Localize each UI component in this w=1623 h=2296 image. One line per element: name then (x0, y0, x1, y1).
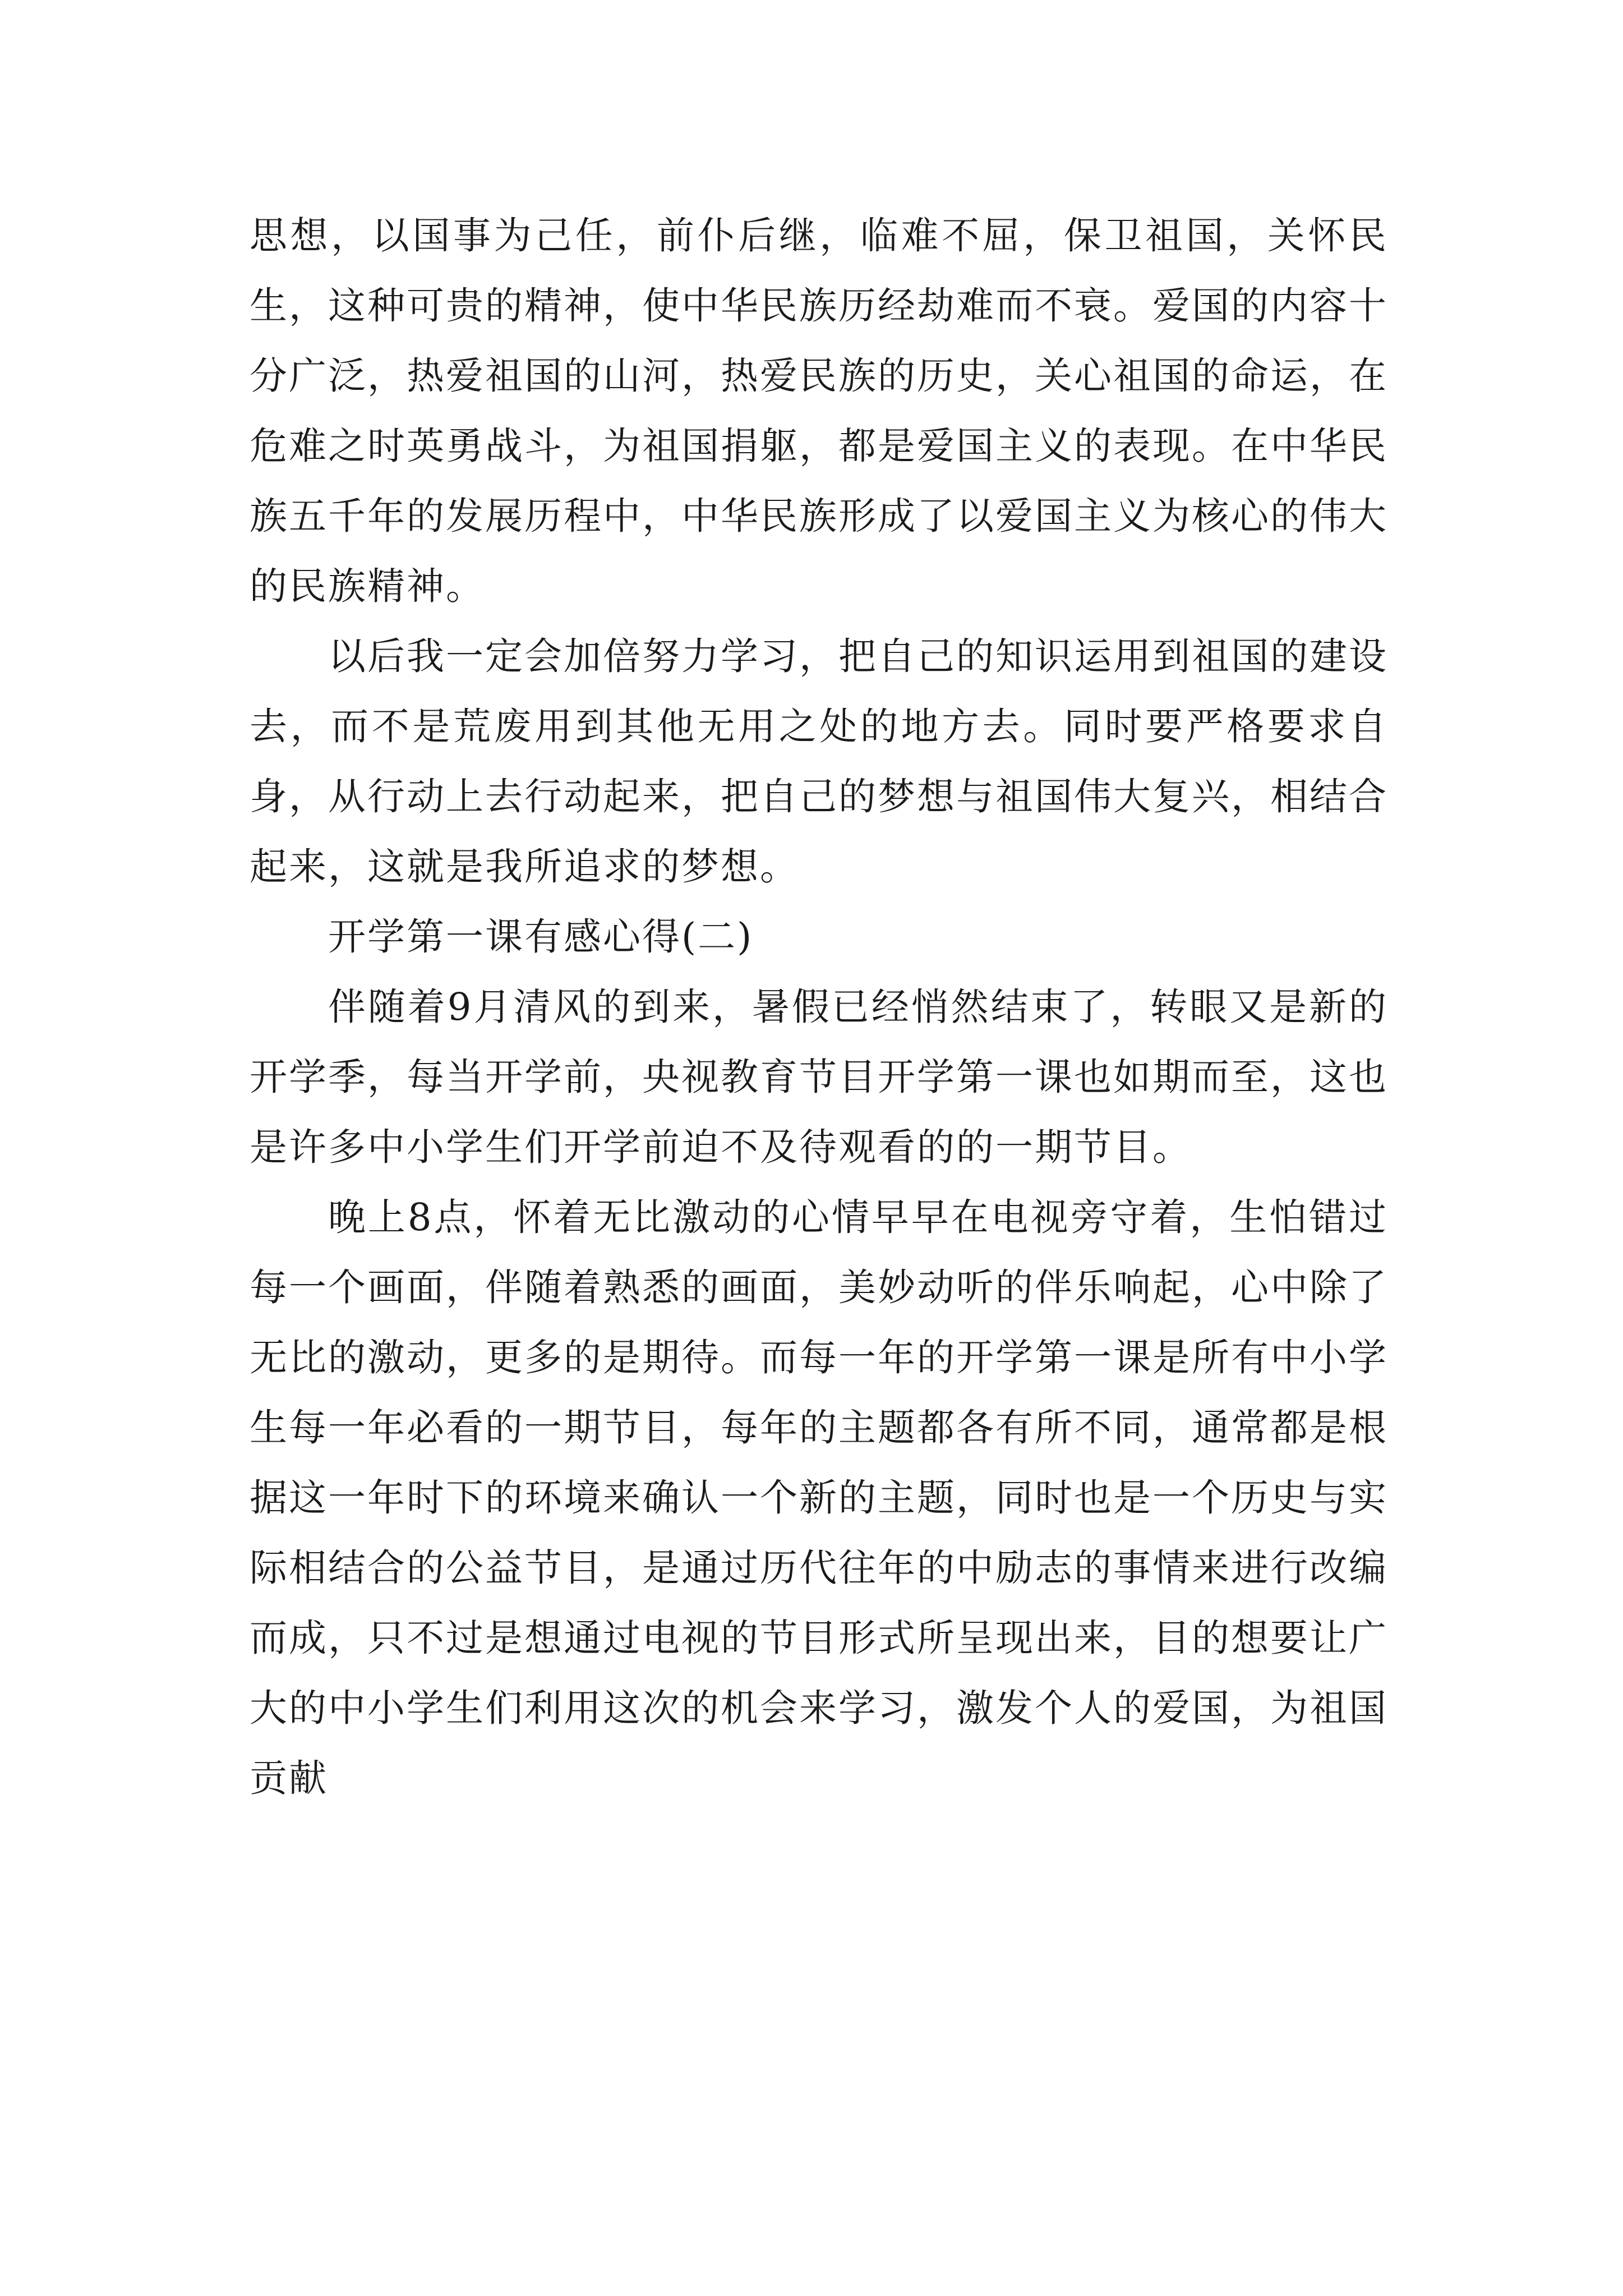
paragraph: 以后我一定会加倍努力学习，把自己的知识运用到祖国的建设去，而不是荒废用到其他无用之处的地方去。同时要严格要求自身，从行动上去行动起来，把自己的梦想与祖国伟大复兴，相结合起来，这就是我所追求的梦想。 (250, 634, 1388, 889)
paragraph: 晚上8点，怀着无比激动的心情早早在电视旁守着，生怕错过每一个画面，伴随着熟悉的画面，美妙动听的伴乐响起，心中除了无比的激动，更多的是期待。而每一年的开学第一课是所有中小学生每一年必看的一期节目，每年的主题都各有所不同，通常都是根据这一年时下的环境来确认一个新的主题，同时也是一个历史与实际相结合的公益节目，是通过历代往年的中励志的事情来进行改编而成，只不过是想通过电视的节目形式所呈现出来，目的想要让广大的中小学生们利用这次的机会来学习，激发个人的爱国，为祖国贡献 (250, 1195, 1388, 1800)
paragraph-continuation: 思想，以国事为己任，前仆后继，临难不屈，保卫祖国，关怀民生，这种可贵的精神，使中华民族历经劫难而不衰。爱国的内容十分广泛，热爱祖国的山河，热爱民族的历史，关心祖国的命运，在危难之时英勇战斗，为祖国捐躯，都是爱国主义的表现。在中华民族五千年的发展历程中，中华民族形成了以爱国主义为核心的伟大的民族精神。 (250, 214, 1388, 608)
paragraph: 伴随着9月清风的到来，暑假已经悄然结束了，转眼又是新的开学季，每当开学前，央视教育节目开学第一课也如期而至，这也是许多中小学生们开学前迫不及待观看的的一期节目。 (250, 985, 1388, 1169)
document-body (250, 201, 1388, 1814)
section-heading: 开学第一课有感心得(二) (328, 915, 754, 959)
